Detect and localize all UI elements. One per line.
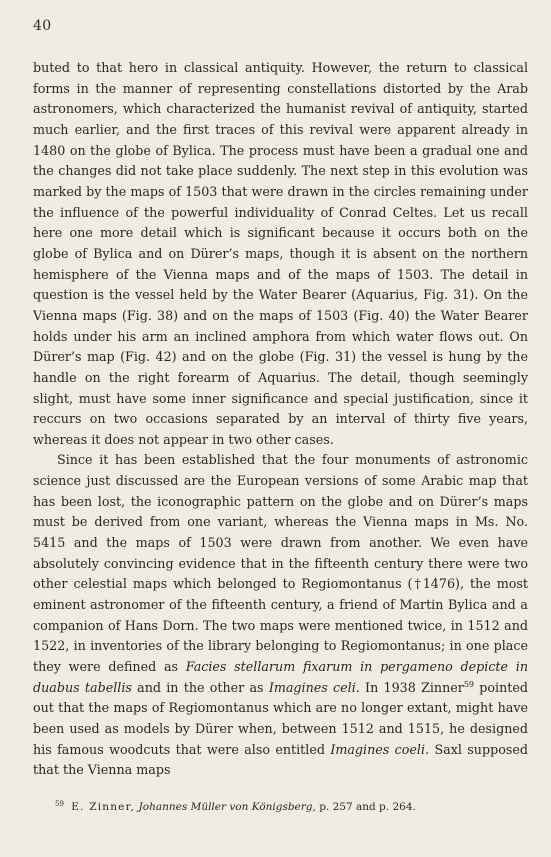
paragraph-2-text-4: pointed out that the maps of Regiomontanus which are no longer extant, might have been used as models by Dürer when, between 1512 and 1515, he designed his famous woodcuts that were also entitled [33,679,528,757]
paragraph-2-text-2: and in the other as [131,679,269,695]
latin-title-facies: Facies stellarum fixarum in pergameno depicte in duabus tabellis [33,659,528,695]
paragraph-2-text-1: Since it has been established that the four monuments of astronomic science just discussed are the European versions of some Arabic map that has been lost, the iconographic pattern on the globe and on Dürer’s maps must be derived from one variant, whereas the Vienna maps in Ms. No. 5415 and the maps of 1503 were drawn from another. We even have absolutely convincing evidence that in the fifteenth century there were two other celestial maps which belonged to Regiomontanus (†1476), the most eminent astronomer of the fifteenth century, a friend of Martin Bylica and a companion of Hans Dorn. The two maps were mentioned twice, in 1512 and 1522, in inventories of the library belonging to Regiomontanus; in one place they were defined as [33,452,528,675]
paragraph-1: buted to that hero in classical antiquity. However, the return to classical forms in the manner of representing constellations distorted by the Arab astronomers, which characterized the humanist revival of antiquity, started much earlier, and the first traces of this revival were apparent already in 1480 on the globe of Bylica. The process must have been a gradual one and the changes did not take place suddenly. The next step in this evolution was marked by the maps of 1503 that were drawn in the circles remaining under the influence of the powerful individuality of Conrad Celtes. Let us recall here one more detail which is significant because it occurs both on the globe of Bylica and on Dürer’s maps, though it is absent on the northern hemisphere of the Vienna maps and of the maps of 1503. The detail in question is the vessel held by the Water Bearer (Aquarius, Fig. 31). On the Vienna maps (Fig. 38) and on the maps of 1503 (Fig. 40) the Water Bearer holds under his arm an inclined amphora from which water flows out. On Dürer’s map (Fig. 42) and on the globe (Fig. 31) the vessel is hung by the handle on the right forearm of Aquarius. The detail, though seemingly slight, must have some inner significance and special justification, since it reccurs on two occasions separated by an interval of thirty five years, whereas it does not appear in two other cases. [33,60,528,447]
body-text [33,58,528,781]
latin-title-imagines-celi: Imagines celi. [268,679,360,695]
footnote [33,800,528,814]
page-number: 40 [33,18,52,34]
paragraph-2-text-5: Saxl supposed that the Vienna maps [33,741,528,778]
footnote-number: 59 [55,799,64,808]
paragraph-2-text-3: In 1938 Zinner [359,679,464,695]
footnote-author: E. Zinner, [71,801,136,813]
footnote-title: Johannes Müller von Königsberg, [138,801,316,813]
latin-title-imagines-coeli: Imagines coeli. [330,741,430,757]
footnote-pages: p. 257 and p. 264. [319,801,416,813]
paragraph-2 [33,450,528,781]
footnote-reference: 59 [463,679,475,689]
